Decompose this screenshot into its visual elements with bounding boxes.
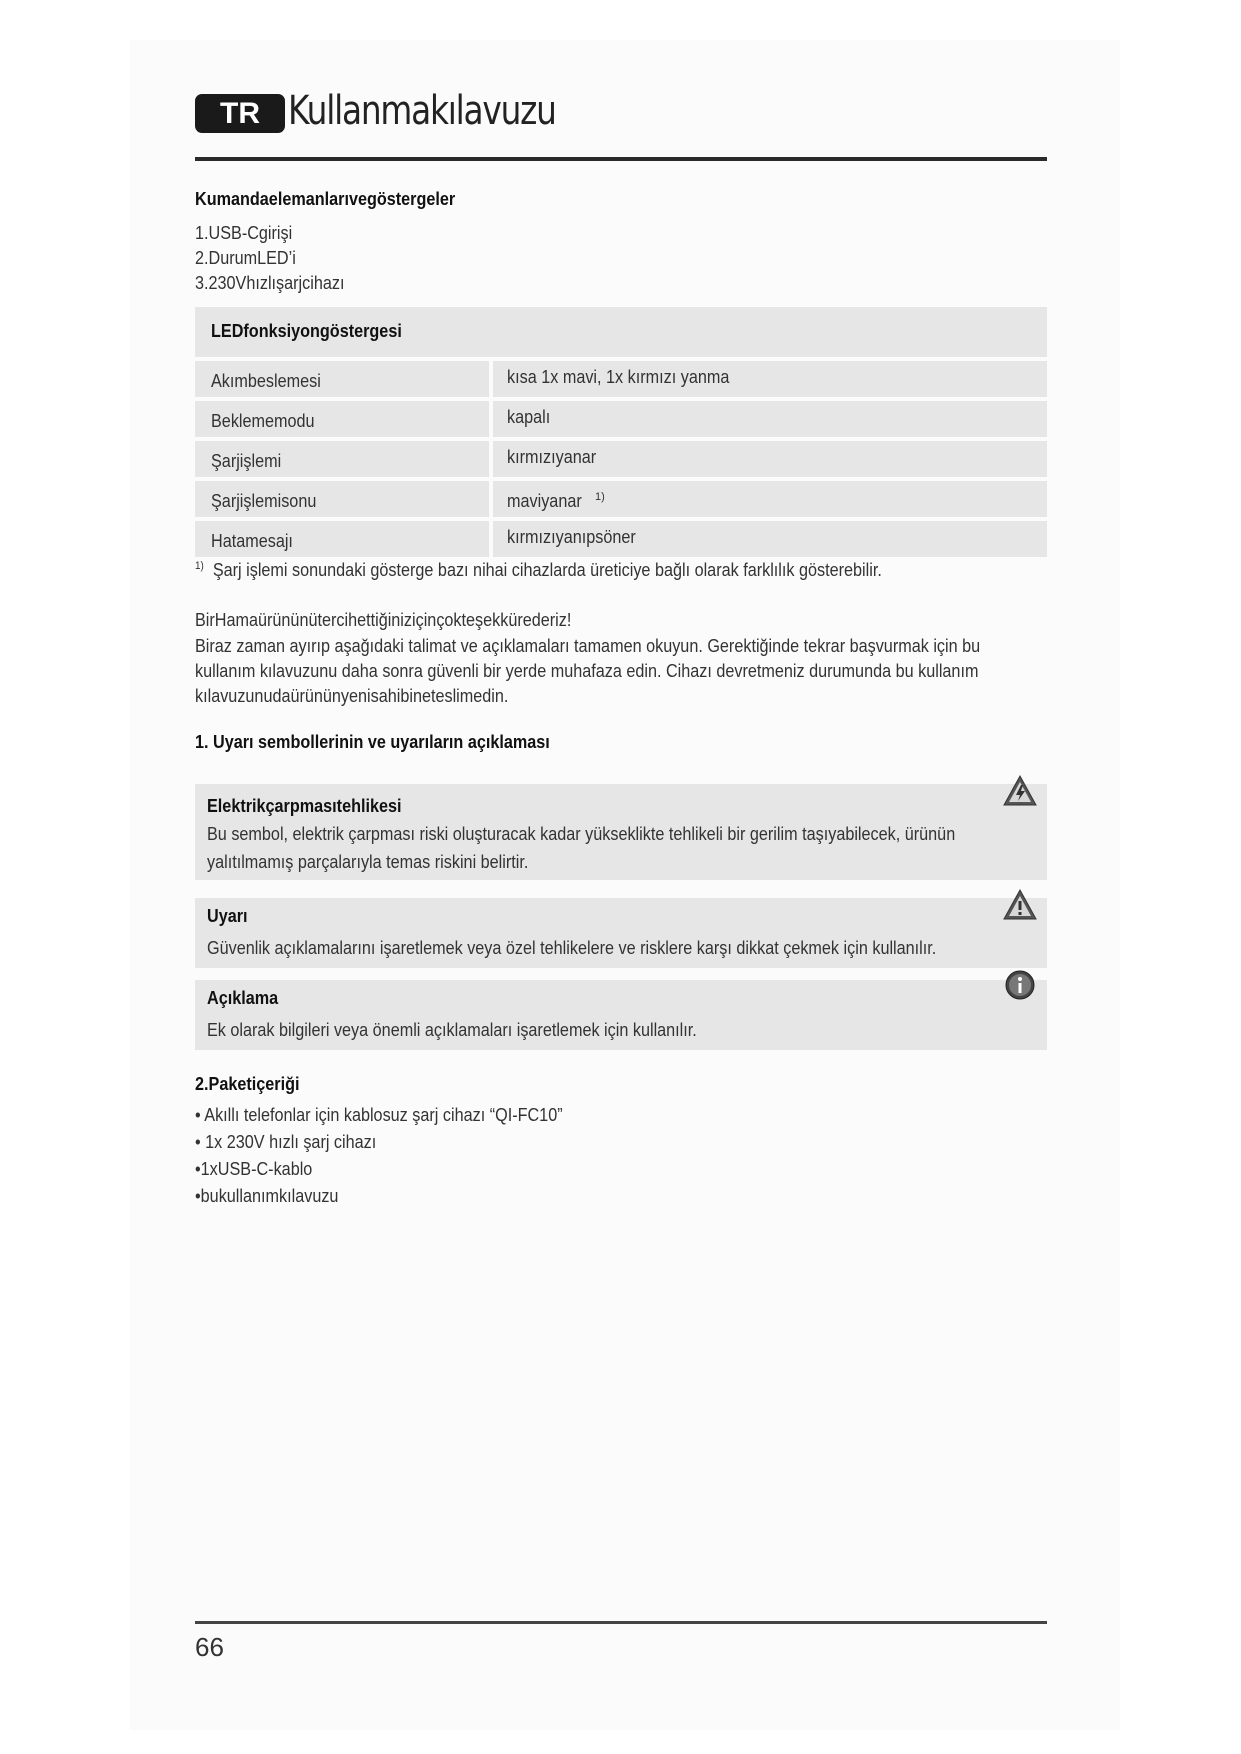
warning-icon [1003,888,1037,922]
section1 [195,732,1047,753]
led-function-table [195,307,1047,557]
led-table-heading: LEDfonksiyongöstergesi [195,307,1047,357]
led-indication-cell: maviyanar $^{1)}$ [493,481,1047,517]
intro-thanks: BirHamaürününütercihettiğiniziçinçokteşekkürederiz! [195,610,572,630]
list-item: • Akıllı telefonlar için kablosuz şarj cihazı “QI-FC10” [195,1105,563,1125]
page-title: Kullanmakılavuzu [288,88,556,134]
led-indication-cell: kırmızıyanar [493,441,1047,477]
warning-box [195,898,1047,968]
led-state-cell: Akımbeslemesi [195,361,489,397]
header-rule [195,157,1047,161]
controls-heading: Kumandaelemanlarıvegöstergeler [195,189,456,209]
box-text: yalıtılmamış parçalarıyla temas riskini belirtir. [207,852,529,872]
box-title: Uyarı [207,906,248,926]
page-number: 66 [195,1632,224,1662]
section2 [195,1074,1047,1095]
table-row [195,401,1047,437]
intro-line: kullanım kılavuzunu daha sonra güvenli bir yerde muhafaza edin. Cihazı devretmeniz durumunda bu kullanım [195,661,979,681]
box-text: Ek olarak bilgileri veya önemli açıklamaları işaretlemek için kullanılır. [207,1020,697,1040]
package-contents-list [195,1105,1047,1213]
controls-section [195,189,1047,210]
electric-warning-icon [1003,774,1037,808]
list-item: •1xUSB-C-kablo [195,1159,313,1179]
footnote-text: Şarj işlemi sonundaki gösterge bazı nihai cihazlarda üreticiye bağlı olarak farklılık gösterebilir. [212,560,882,580]
intro-line: Biraz zaman ayırıp aşağıdaki talimat ve açıklamaları tamamen okuyun. Gerektiğinde tekrar başvurmak için bu [195,636,981,656]
page-header [195,88,1047,160]
footnote-marker: 1) [595,491,605,503]
controls-item: 2.DurumLED’i [195,248,296,268]
intro-paragraph [195,608,1047,709]
box-text: Bu sembol, elektrik çarpması riski oluşturacak kadar yükseklikte tehlikeli bir gerilim taşıyabilecek, ürünün [207,824,956,844]
footer-rule [195,1621,1047,1624]
note-box [195,980,1047,1050]
table-row [195,521,1047,557]
section2-heading: 2.Paketiçeriği [195,1074,300,1094]
table-row [195,481,1047,517]
led-footnote [195,554,1047,583]
led-indication-cell: kısa 1x mavi, 1x kırmızı yanma [493,361,1047,397]
controls-item: 1.USB-Cgirişi [195,223,293,243]
language-badge: TR [195,94,285,133]
intro-line: kılavuzunudaürününyenisahibineteslimedin. [195,686,509,706]
led-state-cell: Hatamesajı [195,521,489,557]
list-item: • 1x 230V hızlı şarj cihazı [195,1132,377,1152]
controls-item: 3.230Vhızlışarjcihazı [195,273,345,293]
box-title: Elektrikçarpmasıtehlikesi [207,796,402,816]
table-row [195,361,1047,397]
box-title: Açıklama [207,988,279,1008]
led-state-cell: Şarjişlemi [195,441,489,477]
section1-heading: 1. Uyarı sembollerinin ve uyarıların açıklaması [195,732,550,752]
table-row [195,441,1047,477]
led-indication-cell: kırmızıyanıpsöner [493,521,1047,557]
led-indication-cell: kapalı [493,401,1047,437]
box-text: Güvenlik açıklamalarını işaretlemek veya özel tehlikelere ve risklere karşı dikkat çekmek için kullanılır. [207,938,937,958]
footnote-marker: 1) [195,560,204,572]
led-state-cell: Beklememodu [195,401,489,437]
electric-shock-box [195,784,1047,880]
list-item: •bukullanımkılavuzu [195,1186,339,1206]
info-icon [1003,968,1037,1002]
led-state-cell: Şarjişlemisonu [195,481,489,517]
controls-list [195,221,1047,296]
